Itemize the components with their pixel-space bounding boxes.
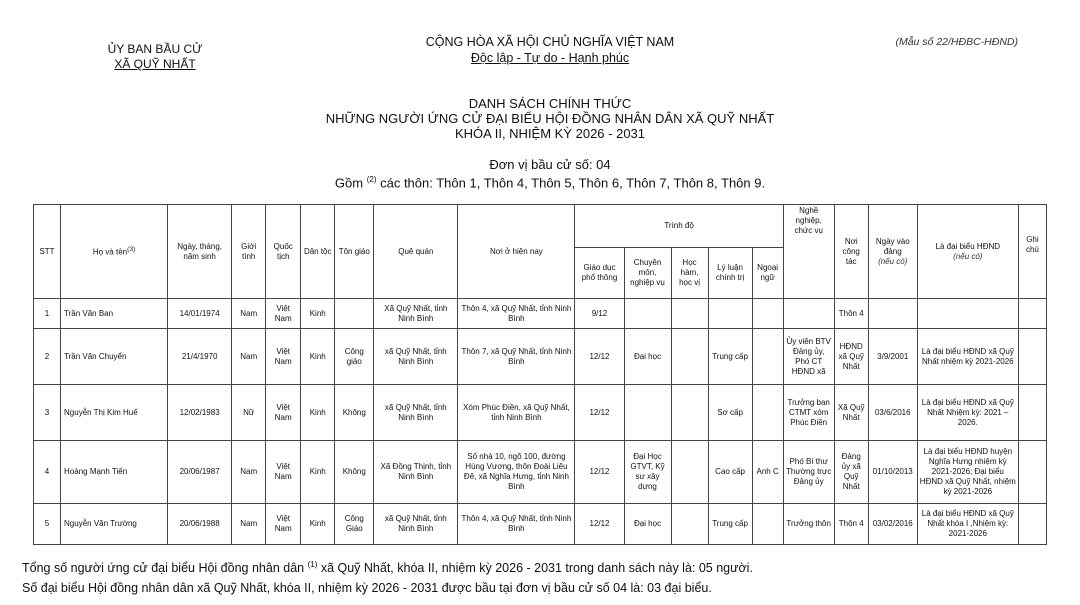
cell-edu-specialty: Đại học: [624, 329, 671, 385]
cell-name: Hoàng Mạnh Tiến: [61, 441, 168, 504]
cell-edu-specialty: Đại Học GTVT, Kỹ sư xây dựng: [624, 441, 671, 504]
nation-line2: Độc lập - Tự do - Hạnh phúc: [470, 51, 630, 65]
cell-gender: Nam: [232, 299, 266, 329]
col-edu-specialty: Chuyên môn, nghiệp vụ: [624, 248, 671, 299]
cell-edu-degree: [671, 299, 708, 329]
col-edu-general: Giáo dục phổ thông: [575, 248, 624, 299]
cell-religion: Không: [335, 441, 374, 504]
cell-workplace: Thôn 4: [834, 299, 868, 329]
cell-edu-specialty: [624, 299, 671, 329]
cell-edu-language: [752, 385, 783, 441]
cell-occupation: Ủy viên BTV Đảng ủy, Phó CT HĐND xã: [783, 329, 834, 385]
cell-ethnicity: Kinh: [301, 299, 335, 329]
document-title: [240, 96, 860, 141]
cell-notes: [1018, 504, 1046, 545]
cell-dob: 14/01/1974: [168, 299, 232, 329]
col-name-footnote: (3): [127, 246, 136, 254]
cell-hometown: xã Quỹ Nhất, tỉnh Ninh Bình: [374, 504, 458, 545]
col-occupation: Nghề nghiệp, chức vụ: [783, 205, 834, 299]
cell-dob: 12/02/1983: [168, 385, 232, 441]
col-religion: Tôn giáo: [335, 205, 374, 299]
col-nationality: Quốc tịch: [266, 205, 301, 299]
cell-notes: [1018, 441, 1046, 504]
cell-hometown: xã Quỹ Nhất, tỉnh Ninh Bình: [374, 385, 458, 441]
col-residence: Nơi ở hiện nay: [458, 205, 575, 299]
cell-workplace: Thôn 4: [834, 504, 868, 545]
national-motto: [380, 34, 720, 66]
col-party-date: [868, 205, 917, 299]
unit-villages: [240, 172, 860, 190]
unit-villages-list: các thôn: Thôn 1, Thôn 4, Thôn 5, Thôn 6, Thôn 7, Thôn 8, Thôn 9.: [376, 175, 766, 191]
table-row: [34, 441, 1047, 504]
cell-nationality: Việt Nam: [266, 441, 301, 504]
cell-gender: Nam: [232, 329, 266, 385]
cell-residence: Thôn 4, xã Quỹ Nhất, tỉnh Ninh Bình: [458, 504, 575, 545]
col-delegate-note: (nếu có): [953, 251, 983, 261]
cell-nationality: Việt Nam: [266, 329, 301, 385]
unit-number: Đơn vị bầu cử số: 04: [489, 157, 611, 172]
cell-edu-degree: [671, 385, 708, 441]
cell-hometown: Xã Quỹ Nhất, tỉnh Ninh Bình: [374, 299, 458, 329]
cell-edu-degree: [671, 441, 708, 504]
cell-party-date: 03/02/2016: [868, 504, 917, 545]
cell-gender: Nữ: [232, 385, 266, 441]
cell-occupation: [783, 299, 834, 329]
cell-dob: 20/06/1987: [168, 441, 232, 504]
col-edu-politics: Lý luận chính trị: [708, 248, 752, 299]
cell-party-date: 03/6/2016: [868, 385, 917, 441]
cell-stt: 4: [34, 441, 61, 504]
cell-edu-specialty: [624, 385, 671, 441]
issuing-org: [60, 42, 250, 72]
unit-villages-prefix: Gồm: [334, 175, 364, 191]
col-dob: Ngày, tháng, năm sinh: [168, 205, 232, 299]
nation-line1: CỘNG HÒA XÃ HỘI CHỦ NGHĨA VIỆT NAM: [425, 35, 675, 49]
footer-elected-count: Số đại biểu Hội đồng nhân dân xã Quỹ Nhất, khóa II, nhiệm kỳ 2026 - 2031 được bầu tại đơn vị bầu cử số 04 là: 03 đại biểu.: [22, 581, 712, 595]
title-line3: KHÓA II, NHIỆM KỲ 2026 - 2031: [454, 126, 646, 141]
cell-edu-politics: Trung cấp: [708, 329, 752, 385]
cell-workplace: Đảng ủy xã Quỹ Nhất: [834, 441, 868, 504]
cell-edu-language: Anh C: [752, 441, 783, 504]
cell-occupation: Trưởng ban CTMT xóm Phúc Điền: [783, 385, 834, 441]
cell-delegate: Là đại biểu HĐND xã Quỹ Nhất Nhiệm kỳ: 2021 – 2026.: [917, 385, 1018, 441]
cell-gender: Nam: [232, 504, 266, 545]
title-line2: NHỮNG NGƯỜI ỨNG CỬ ĐẠI BIỂU HỘI ĐỒNG NHÂN DÂN XÃ QUỸ NHẤT: [325, 111, 775, 126]
cell-notes: [1018, 299, 1046, 329]
col-delegate-label: Là đại biểu HĐND: [935, 241, 1001, 251]
cell-notes: [1018, 385, 1046, 441]
col-education: Trình độ: [575, 205, 783, 248]
cell-party-date: 01/10/2013: [868, 441, 917, 504]
cell-delegate: Là đại biểu HĐND huyện Nghĩa Hưng nhiệm kỳ 2021-2026; Đại biểu HĐND xã Quỹ Nhất, nhiệm kỳ 2021-2026: [917, 441, 1018, 504]
cell-occupation: Phó Bí thư Thường trực Đảng ủy: [783, 441, 834, 504]
cell-nationality: Việt Nam: [266, 504, 301, 545]
cell-nationality: Việt Nam: [266, 299, 301, 329]
cell-party-date: 3/9/2001: [868, 329, 917, 385]
cell-delegate: Là đại biểu HĐND xã Quỹ Nhất khóa I ,Nhiệm kỳ: 2021-2026: [917, 504, 1018, 545]
cell-stt: 5: [34, 504, 61, 545]
cell-edu-politics: Trung cấp: [708, 504, 752, 545]
cell-dob: 21/4/1970: [168, 329, 232, 385]
cell-delegate: Là đại biểu HĐND xã Quỹ Nhất nhiệm kỳ 2021-2026: [917, 329, 1018, 385]
cell-nationality: Việt Nam: [266, 385, 301, 441]
org-line1: ỦY BAN BẦU CỬ: [107, 42, 203, 56]
cell-edu-language: [752, 504, 783, 545]
col-notes: Ghi chú: [1018, 205, 1046, 299]
unit-villages-footnote: (2): [366, 175, 377, 184]
cell-hometown: xã Quỹ Nhất, tỉnh Ninh Bình: [374, 329, 458, 385]
cell-religion: [335, 299, 374, 329]
footer-line1-footnote: (1): [307, 560, 318, 569]
col-edu-degree: Học hàm, học vị: [671, 248, 708, 299]
electoral-unit: [240, 157, 860, 190]
col-edu-language: Ngoại ngữ: [752, 248, 783, 299]
cell-name: Trần Văn Ban: [61, 299, 168, 329]
cell-name: Trần Văn Chuyển: [61, 329, 168, 385]
col-hometown: Quê quán: [374, 205, 458, 299]
cell-religion: Công giáo: [335, 329, 374, 385]
title-line1: DANH SÁCH CHÍNH THỨC: [468, 96, 632, 111]
col-name-label: Họ và tên: [92, 247, 128, 257]
cell-edu-politics: Sơ cấp: [708, 385, 752, 441]
form-code: (Mẫu số 22/HĐBC-HĐND): [895, 36, 1018, 48]
cell-edu-general: 12/12: [575, 385, 624, 441]
cell-delegate: [917, 299, 1018, 329]
col-workplace: Nơi công tác: [834, 205, 868, 299]
footer-line1-suffix: xã Quỹ Nhất, khóa II, nhiệm kỳ 2026 - 2031 trong danh sách này là: 05 người.: [317, 561, 753, 576]
cell-ethnicity: Kinh: [301, 385, 335, 441]
cell-residence: Thôn 7, xã Quỹ Nhất, tỉnh Ninh Bình: [458, 329, 575, 385]
cell-edu-specialty: Đại học: [624, 504, 671, 545]
cell-gender: Nam: [232, 441, 266, 504]
cell-residence: Xóm Phúc Điền, xã Quỹ Nhất, tỉnh Ninh Bình: [458, 385, 575, 441]
cell-edu-language: [752, 329, 783, 385]
cell-workplace: Xã Quỹ Nhất: [834, 385, 868, 441]
cell-name: Nguyễn Thị Kim Huế: [61, 385, 168, 441]
cell-ethnicity: Kinh: [301, 329, 335, 385]
cell-edu-general: 12/12: [575, 329, 624, 385]
cell-stt: 2: [34, 329, 61, 385]
cell-name: Nguyễn Văn Trường: [61, 504, 168, 545]
cell-edu-politics: [708, 299, 752, 329]
cell-residence: Thôn 4, xã Quỹ Nhất, tỉnh Ninh Bình: [458, 299, 575, 329]
col-party-date-label: Ngày vào đảng: [875, 236, 910, 256]
cell-ethnicity: Kinh: [301, 441, 335, 504]
cell-edu-general: 9/12: [575, 299, 624, 329]
cell-notes: [1018, 329, 1046, 385]
cell-stt: 3: [34, 385, 61, 441]
cell-party-date: [868, 299, 917, 329]
footer-line1-prefix: Tổng số người ứng cử đại biểu Hội đồng nhân dân: [22, 561, 308, 576]
cell-stt: 1: [34, 299, 61, 329]
cell-edu-politics: Cao cấp: [708, 441, 752, 504]
col-ethnicity: Dân tộc: [301, 205, 335, 299]
col-gender: Giới tính: [232, 205, 266, 299]
table-row: [34, 329, 1047, 385]
cell-edu-degree: [671, 329, 708, 385]
col-stt: STT: [34, 205, 61, 299]
table-row: [34, 385, 1047, 441]
col-party-date-note: (nếu có): [878, 256, 908, 266]
cell-edu-general: 12/12: [575, 441, 624, 504]
cell-residence: Số nhà 10, ngõ 100, đường Hùng Vương, thôn Đoài Liêu Đê, xã Nghĩa Hưng, tỉnh Ninh Bình: [458, 441, 575, 504]
table-row: [34, 504, 1047, 545]
col-name: [61, 205, 168, 299]
candidate-table: [33, 204, 1047, 545]
col-delegate: [917, 205, 1018, 299]
cell-workplace: HĐND xã Quỹ Nhất: [834, 329, 868, 385]
org-line2: XÃ QUỸ NHẤT: [114, 57, 196, 71]
cell-ethnicity: Kinh: [301, 504, 335, 545]
table-row: [34, 299, 1047, 329]
cell-occupation: Trưởng thôn: [783, 504, 834, 545]
cell-religion: Công Giáo: [335, 504, 374, 545]
cell-dob: 20/06/1988: [168, 504, 232, 545]
footer-total-candidates: [22, 557, 753, 576]
cell-religion: Không: [335, 385, 374, 441]
cell-hometown: Xã Đồng Thịnh, tỉnh Ninh Bình: [374, 441, 458, 504]
cell-edu-degree: [671, 504, 708, 545]
cell-edu-general: 12/12: [575, 504, 624, 545]
cell-edu-language: [752, 299, 783, 329]
